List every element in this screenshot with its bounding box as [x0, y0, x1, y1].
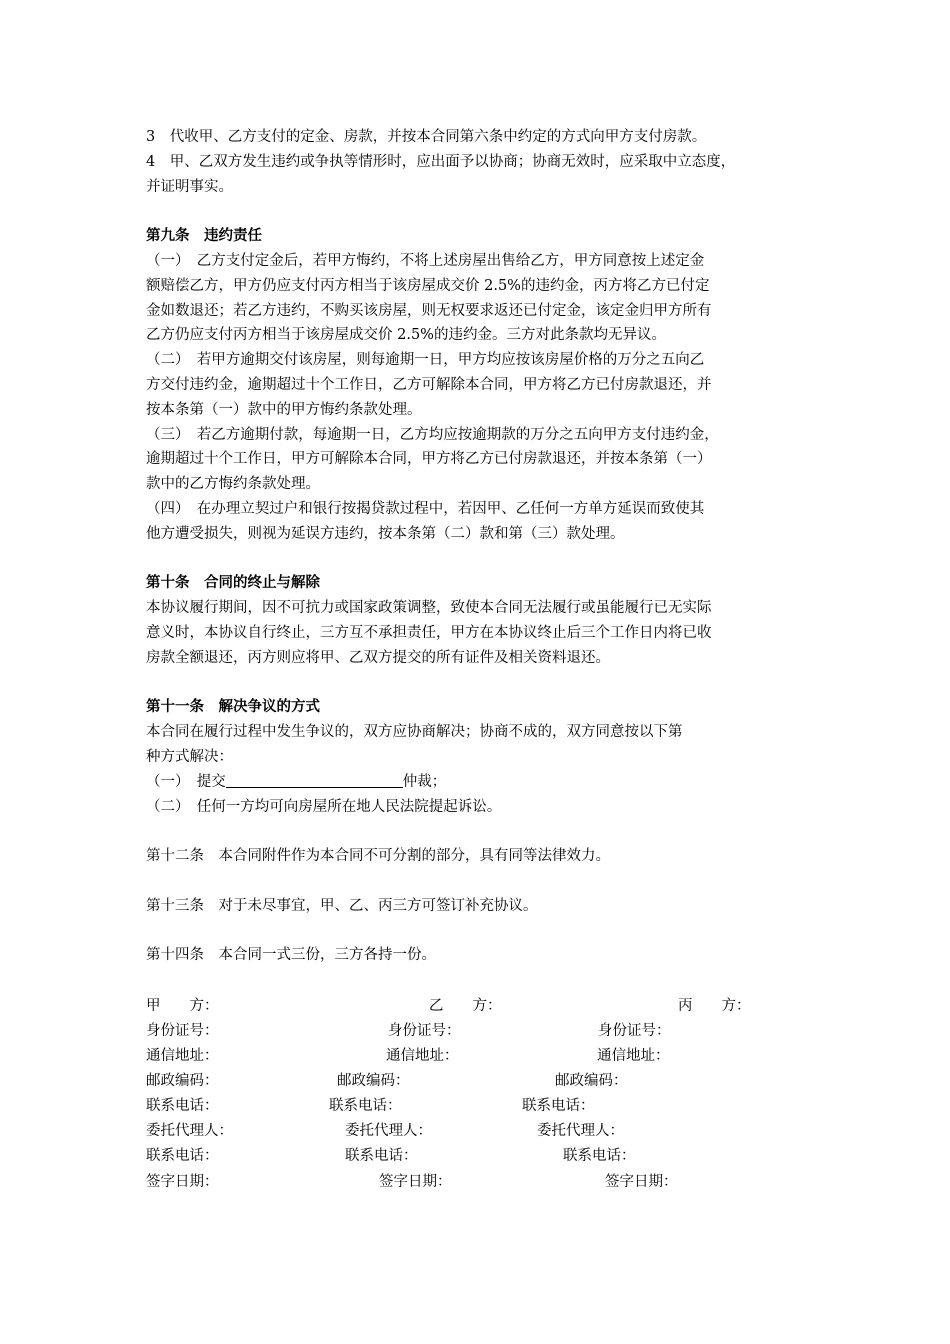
art9-line: 额赔偿乙方，甲方仍应支付丙方相当于该房屋成交价 2.5%的违约金，丙方将乙方已付定 — [146, 277, 710, 294]
party-c-agent-label: 委托代理人： — [537, 1123, 624, 1140]
party-a-agent-label: 委托代理人： — [146, 1123, 233, 1140]
party-a-agent-phone-label: 联系电话： — [146, 1148, 219, 1165]
art9-title: 第九条 违约责任 — [146, 227, 262, 245]
party-a-phone-label: 联系电话： — [146, 1098, 219, 1115]
party-a-postcode-label: 邮政编码： — [146, 1073, 219, 1090]
art11-option-1 — [146, 770, 816, 795]
art14: 第十四条 本合同一式三份，三方各持一份。 — [146, 947, 436, 964]
art9-line: 金如数退还；若乙方违约，不购买该房屋，则无权要求返还已付定金，该定金归甲方所有 — [146, 302, 712, 319]
art11-option-2: （二） 任何一方均可向房屋所在地人民法院提起诉讼。 — [146, 798, 502, 815]
party-a-label: 甲 方： — [146, 997, 219, 1014]
art11-line: 本合同在履行过程中发生争议的，双方应协商解决；协商不成的，双方同意按以下第 — [146, 724, 683, 741]
party-c-date-label: 签字日期： — [605, 1173, 678, 1190]
party-a-id-label: 身份证号： — [146, 1022, 219, 1039]
party-c-label: 丙 方： — [678, 997, 751, 1014]
signature-block — [146, 994, 816, 1195]
art9-line: 逾期超过十个工作日，甲方可解除本合同，甲方将乙方已付房款退还，并按本条第（一） — [146, 451, 712, 468]
art9-line: 乙方仍应支付丙方相当于该房屋成交价 2.5%的违约金。三方对此条款均无异议。 — [146, 327, 666, 344]
art10-line: 房款全额退还，丙方则应将甲、乙双方提交的所有证件及相关资料退还。 — [146, 649, 610, 666]
art10-line: 本协议履行期间，因不可抗力或国家政策调整，致使本合同无法履行或虽能履行已无实际 — [146, 600, 712, 617]
party-c-address-label: 通信地址： — [597, 1048, 670, 1065]
art13: 第十三条 对于未尽事宜，甲、乙、丙三方可签订补充协议。 — [146, 897, 538, 914]
art11-option-1-prefix: （一） 提交 — [146, 773, 226, 790]
art8-item-4: 4 甲、乙双方发生违约或争执等情形时，应出面予以协商；协商无效时，应采取中立态度， — [146, 153, 736, 170]
party-b-date-label: 签字日期： — [379, 1173, 452, 1190]
art12: 第十二条 本合同附件作为本合同不可分割的部分，具有同等法律效力。 — [146, 848, 610, 865]
art10-line: 意义时，本协议自行终止，三方互不承担责任，甲方在本协议终止后三个工作日内将已收 — [146, 624, 712, 641]
art11-title: 第十一条 解决争议的方式 — [146, 698, 320, 716]
art8-item-3: 3 代收甲、乙方支付的定金、房款，并按本合同第六条中约定的方式向甲方支付房款。 — [146, 129, 707, 145]
party-b-id-label: 身份证号： — [388, 1022, 461, 1039]
party-b-phone-label: 联系电话： — [329, 1098, 402, 1115]
art11-option-1-suffix: 仲裁； — [402, 773, 447, 790]
party-b-agent-label: 委托代理人： — [345, 1123, 432, 1140]
party-b-postcode-label: 邮政编码： — [337, 1073, 410, 1090]
contract-page — [146, 125, 816, 1195]
art9-line: （一） 乙方支付定金后，若甲方悔约，不将上述房屋出售给乙方，甲方同意按上述定金 — [146, 252, 705, 269]
art9-line: （三） 若乙方逾期付款，每逾期一日，乙方均应按逾期款的万分之五向甲方支付违约金， — [146, 426, 719, 443]
art9-line: （二） 若甲方逾期交付该房屋，则每逾期一日，甲方均应按该房屋价格的万分之五向乙 — [146, 352, 705, 369]
party-c-id-label: 身份证号： — [598, 1022, 671, 1039]
arbitration-blank-field[interactable] — [226, 773, 403, 788]
party-a-date-label: 签字日期： — [146, 1173, 219, 1190]
party-b-label: 乙 方： — [429, 997, 502, 1014]
art9-line: 款中的乙方悔约条款处理。 — [146, 476, 320, 493]
art9-line: 方交付违约金，逾期超过十个工作日，乙方可解除本合同，甲方将乙方已付房款退还，并 — [146, 376, 712, 393]
party-c-agent-phone-label: 联系电话： — [563, 1148, 636, 1165]
art9-line: 他方遭受损失，则视为延误方违约，按本条第（二）款和第（三）款处理。 — [146, 525, 625, 542]
party-a-address-label: 通信地址： — [146, 1048, 219, 1065]
party-b-agent-phone-label: 联系电话： — [345, 1148, 418, 1165]
art11-line: 种方式解决： — [146, 748, 233, 765]
art10-title: 第十条 合同的终止与解除 — [146, 574, 320, 592]
art9-line: 按本条第（一）款中的甲方悔约条款处理。 — [146, 401, 422, 418]
party-c-phone-label: 联系电话： — [522, 1098, 595, 1115]
art9-line: （四） 在办理立契过户和银行按揭贷款过程中，若因甲、乙任何一方单方延误而致使其 — [146, 500, 705, 517]
art8-item-4-cont: 并证明事实。 — [146, 178, 233, 195]
party-b-address-label: 通信地址： — [386, 1048, 459, 1065]
party-c-postcode-label: 邮政编码： — [555, 1073, 628, 1090]
